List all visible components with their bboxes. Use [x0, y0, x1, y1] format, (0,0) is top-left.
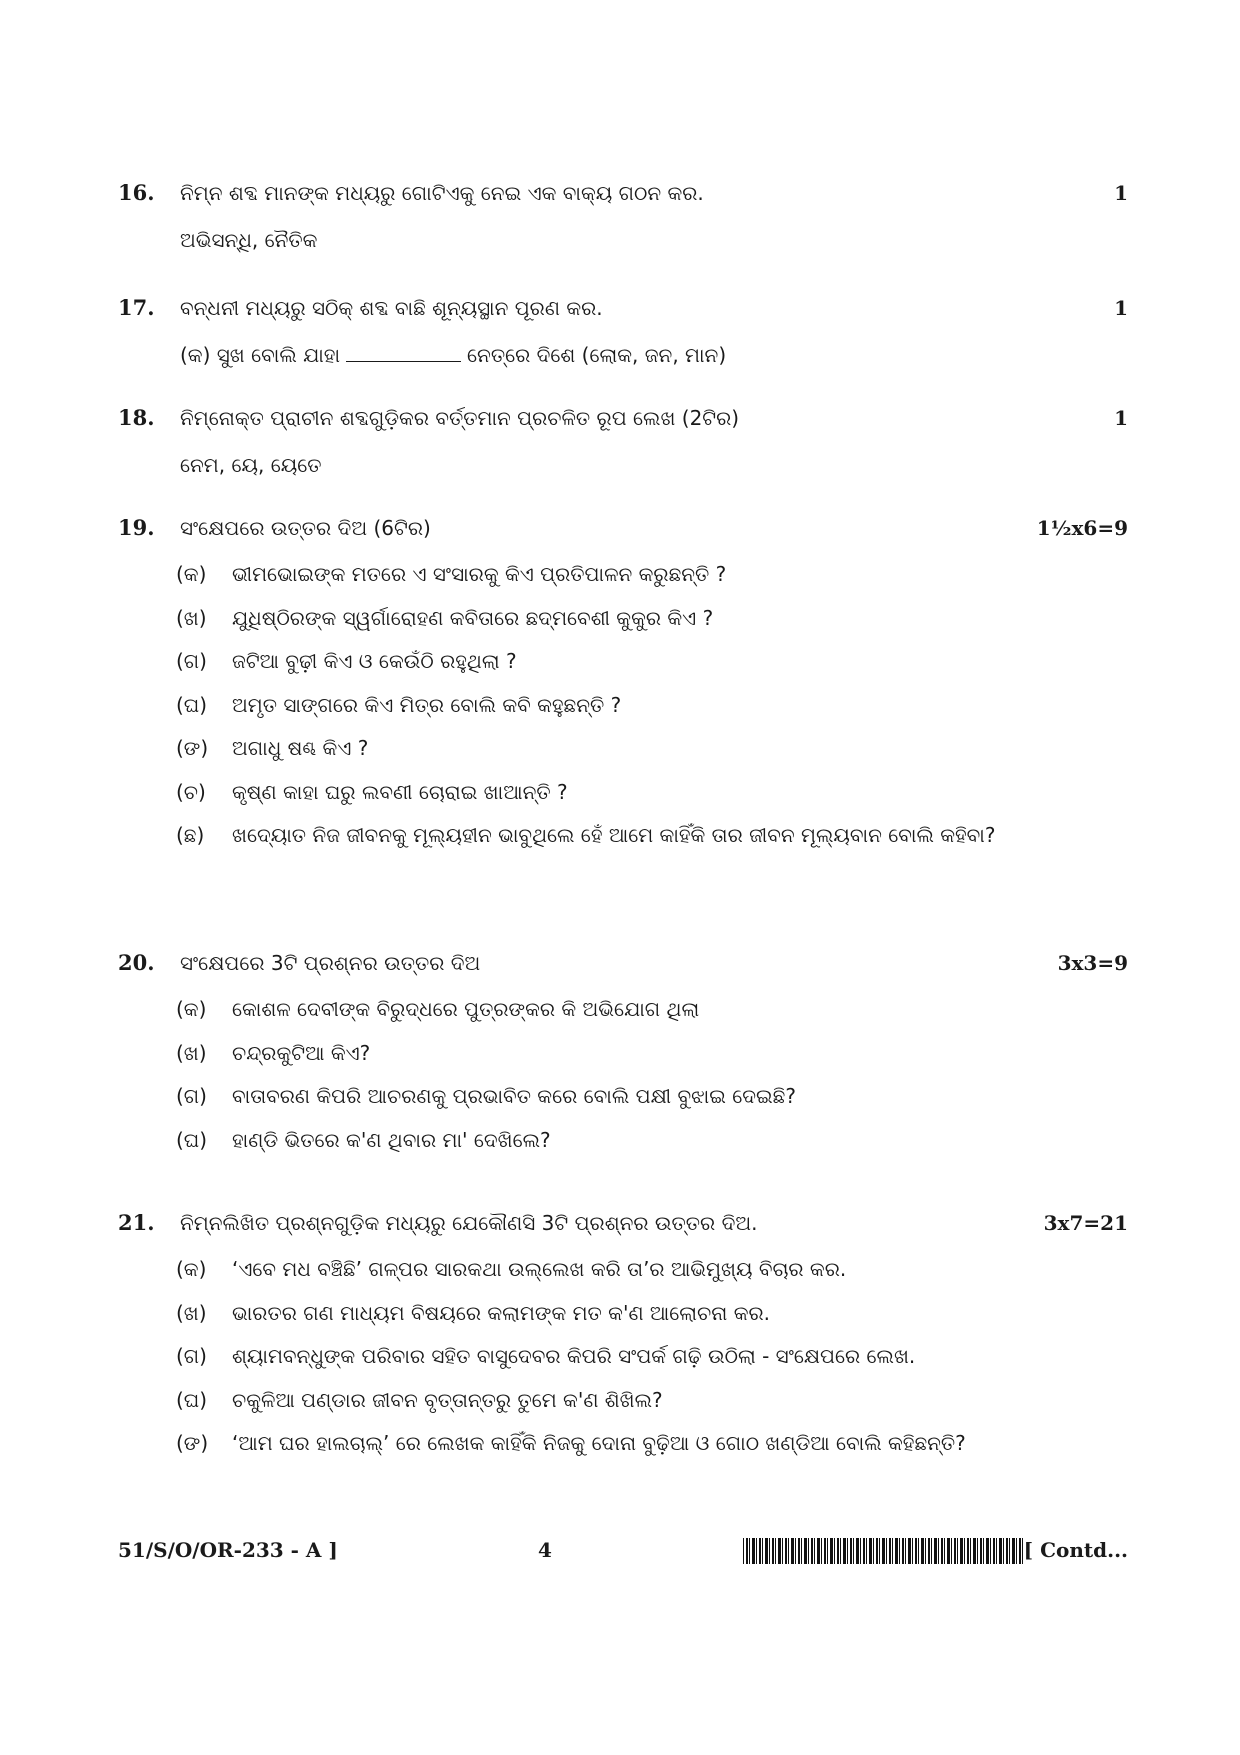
question-marks: 3x7=21	[1043, 1211, 1128, 1235]
question-marks: 1	[1114, 406, 1128, 430]
option-text: ଚକୁଳିଆ ପଣ୍ଡାର ଜୀବନ ବୃତ୍ତାନ୍ତରୁ ତୁମେ କ'ଣ ଶିଖିଲ?	[232, 1387, 663, 1412]
list-item	[176, 814, 1128, 858]
question-16	[118, 170, 1128, 262]
question-marks: 1½x6=9	[1036, 516, 1128, 540]
option-label: (ଖ)	[176, 1300, 207, 1325]
question-20	[118, 940, 1128, 1162]
option-label: (ଚ)	[176, 779, 206, 804]
question-marks: 1	[1114, 296, 1128, 320]
question-number: 17.	[118, 295, 155, 320]
option-list	[176, 553, 1128, 858]
question-number: 21.	[118, 1210, 155, 1235]
list-item	[176, 771, 1128, 815]
option-text: ଅଗାଧୁ ଷଣ୍ଢ କିଏ ?	[232, 736, 369, 760]
question-words: ଅଭିସନ୍ଧି, ନୈତିକ	[180, 228, 318, 252]
list-item	[176, 1379, 1128, 1423]
option-label: (କ)	[176, 562, 207, 586]
option-text: ଚନ୍ଦ୍ରକୁଟିଆ କିଏ?	[232, 1040, 371, 1065]
option-list	[176, 988, 1128, 1162]
list-item	[176, 640, 1128, 684]
option-text: ଜଟିଆ ବୁଢ଼ୀ କିଏ ଓ କେଉଁଠି ରହୁଥିଲା ?	[232, 649, 517, 673]
question-text: ନିମ୍ନଲିଖିତ ପ୍ରଶ୍ନଗୁଡ଼ିକ ମଧ୍ୟରୁ ଯେକୌଣସି 3ଟି ପ୍ରଶ୍ନର ଉତ୍ତର ଦିଅ.	[180, 1211, 758, 1235]
option-label: (ଘ)	[176, 1127, 208, 1152]
page-footer	[118, 1530, 1128, 1570]
paper-code: 51/S/O/OR-233 - A ]	[118, 1538, 338, 1562]
option-label: (କ)	[176, 997, 207, 1021]
question-text: ବନ୍ଧନୀ ମଧ୍ୟରୁ ସଠିକ୍ ଶବ୍ଦ ବାଛି ଶୂନ୍ୟସ୍ଥାନ ପୂରଣ କର.	[180, 296, 603, 320]
option-label: (ଙ)	[176, 736, 209, 760]
option-text: କୋଶଳ ଦେବୀଙ୍କ ବିରୁଦ୍ଧରେ ପୁତ୍ରଙ୍କର କି ଅଭିଯୋଗ ଥିଲା	[232, 997, 700, 1021]
option-label: (ଖ)	[176, 1040, 207, 1065]
question-text: ସଂକ୍ଷେପରେ 3ଟି ପ୍ରଶ୍ନର ଉତ୍ତର ଦିଅ	[180, 951, 481, 975]
list-item	[176, 727, 1128, 771]
option-text: ବାତାବରଣ କିପରି ଆଚରଣକୁ ପ୍ରଭାବିତ କରେ ବୋଲି ପକ୍ଷୀ ବୁଝାଇ ଦେଇଛି?	[232, 1084, 796, 1108]
list-item	[176, 1422, 1128, 1466]
option-label: (କ)	[176, 1257, 207, 1281]
option-text: ଶ୍ୟାମବନ୍ଧୁଙ୍କ ପରିବାର ସହିତ ବାସୁଦେବର କିପରି ସଂପର୍କ ଗଢ଼ି ଉଠିଲା - ସଂକ୍ଷେପରେ ଲେଖ.	[232, 1344, 916, 1368]
list-item	[176, 684, 1128, 728]
option-label: (ଛ)	[176, 823, 205, 847]
option-text: ଅମୃତ ସାଙ୍ଗରେ କିଏ ମିତ୍ର ବୋଲି କବି କହୁଛନ୍ତି ?	[232, 692, 622, 717]
blank-prefix: (କ) ସୁଖ ବୋଲି ଯାହା	[180, 343, 341, 367]
option-text: ‘ଏବେ ମଧ ବଞ୍ଚିଛି’ ଗଳ୍ପର ସାରକଥା ଉଲ୍ଲେଖ କରି ତା’ର ଆଭିମୁଖ୍ୟ ବିଚାର କର.	[232, 1257, 847, 1281]
blank-space	[346, 343, 461, 362]
question-text: ସଂକ୍ଷେପରେ ଉତ୍ତର ଦିଅ (6ଟିର)	[180, 516, 431, 540]
option-text: ଭୀମଭୋଇଙ୍କ ମତରେ ଏ ସଂସାରକୁ କିଏ ପ୍ରତିପାଳନ କରୁଛନ୍ତି ?	[232, 562, 727, 586]
option-text: ‘ଆମ ଘର ହାଲଚାଲ୍’ ରେ ଲେଖକ କାହିଁକି ନିଜକୁ ଦୋନା ବୁଢ଼ିଆ ଓ ଗୋଠ ଖଣ୍ଡିଆ ବୋଲି କହିଛନ୍ତି?	[232, 1431, 966, 1455]
list-item	[176, 988, 1128, 1032]
question-text: ନିମ୍ନ ଶବ୍ଦ ମାନଙ୍କ ମଧ୍ୟରୁ ଗୋଟିଏକୁ ନେଇ ଏକ ବାକ୍ୟ ଗଠନ କର.	[180, 181, 704, 205]
list-item	[176, 553, 1128, 597]
option-list	[176, 1248, 1128, 1466]
list-item	[176, 1075, 1128, 1119]
option-text: ଯୁଧିଷ୍ଠିରଙ୍କ ସ୍ୱର୍ଗାରୋହଣ କବିତାରେ ଛଦ୍ମବେଶୀ କୁକୁର କିଏ ?	[232, 605, 714, 630]
question-19	[118, 505, 1128, 858]
list-item	[176, 1248, 1128, 1292]
option-label: (ଖ)	[176, 605, 207, 630]
continued-label: [ Contd...	[1023, 1538, 1128, 1562]
list-item	[176, 1292, 1128, 1336]
option-text: ଖଦ୍ୟୋତ ନିଜ ଜୀବନକୁ ମୂଲ୍ୟହୀନ ଭାବୁଥିଲେ ହେଁ ଆମେ କାହିଁକି ତାର ଜୀବନ ମୂଲ୍ୟବାନ ବୋଲି କହିବା?	[232, 823, 996, 847]
fill-blank-line	[180, 333, 1128, 377]
option-text: କୃଷ୍ଣ କାହା ଘରୁ ଲବଣୀ ଚୋରାଇ ଖାଆନ୍ତି ?	[232, 779, 568, 804]
question-text: ନିମ୍ନୋକ୍ତ ପ୍ରାଚୀନ ଶବ୍ଦଗୁଡ଼ିକର ବର୍ତ୍ତମାନ ପ୍ରଚଳିତ ରୂପ ଲେଖ (2ଟିର)	[180, 406, 740, 430]
question-21	[118, 1200, 1128, 1466]
question-number: 16.	[118, 180, 155, 205]
option-label: (ଗ)	[176, 1084, 207, 1108]
list-item	[176, 1119, 1128, 1163]
option-label: (ଘ)	[176, 1387, 208, 1412]
page-number: 4	[538, 1538, 552, 1562]
question-17	[118, 285, 1128, 377]
list-item	[176, 597, 1128, 641]
question-18	[118, 395, 1128, 487]
blank-suffix: ନେତ୍ରେ ଦିଶେ (ଲୋକ, ଜନ, ମାନ)	[467, 343, 727, 367]
option-label: (ଗ)	[176, 649, 207, 673]
list-item	[176, 1335, 1128, 1379]
barcode-image	[743, 1538, 1023, 1564]
question-marks: 1	[1114, 181, 1128, 205]
option-text: ହାଣ୍ଡି ଭିତରେ କ'ଣ ଥିବାର ମା' ଦେଖିଲେ?	[232, 1127, 551, 1152]
option-label: (ଙ)	[176, 1431, 209, 1455]
question-words: ନେମ, ୟେ, ୟେତେ	[180, 453, 322, 477]
question-marks: 3x3=9	[1057, 951, 1128, 975]
question-number: 20.	[118, 950, 155, 975]
question-number: 19.	[118, 515, 155, 540]
option-text: ଭାରତର ଗଣ ମାଧ୍ୟମ ବିଷୟରେ କଲାମଙ୍କ ମତ କ'ଣ ଆଲୋଚନା କର.	[232, 1300, 771, 1325]
question-number: 18.	[118, 405, 155, 430]
option-label: (ଘ)	[176, 692, 208, 717]
option-label: (ଗ)	[176, 1344, 207, 1368]
list-item	[176, 1032, 1128, 1076]
